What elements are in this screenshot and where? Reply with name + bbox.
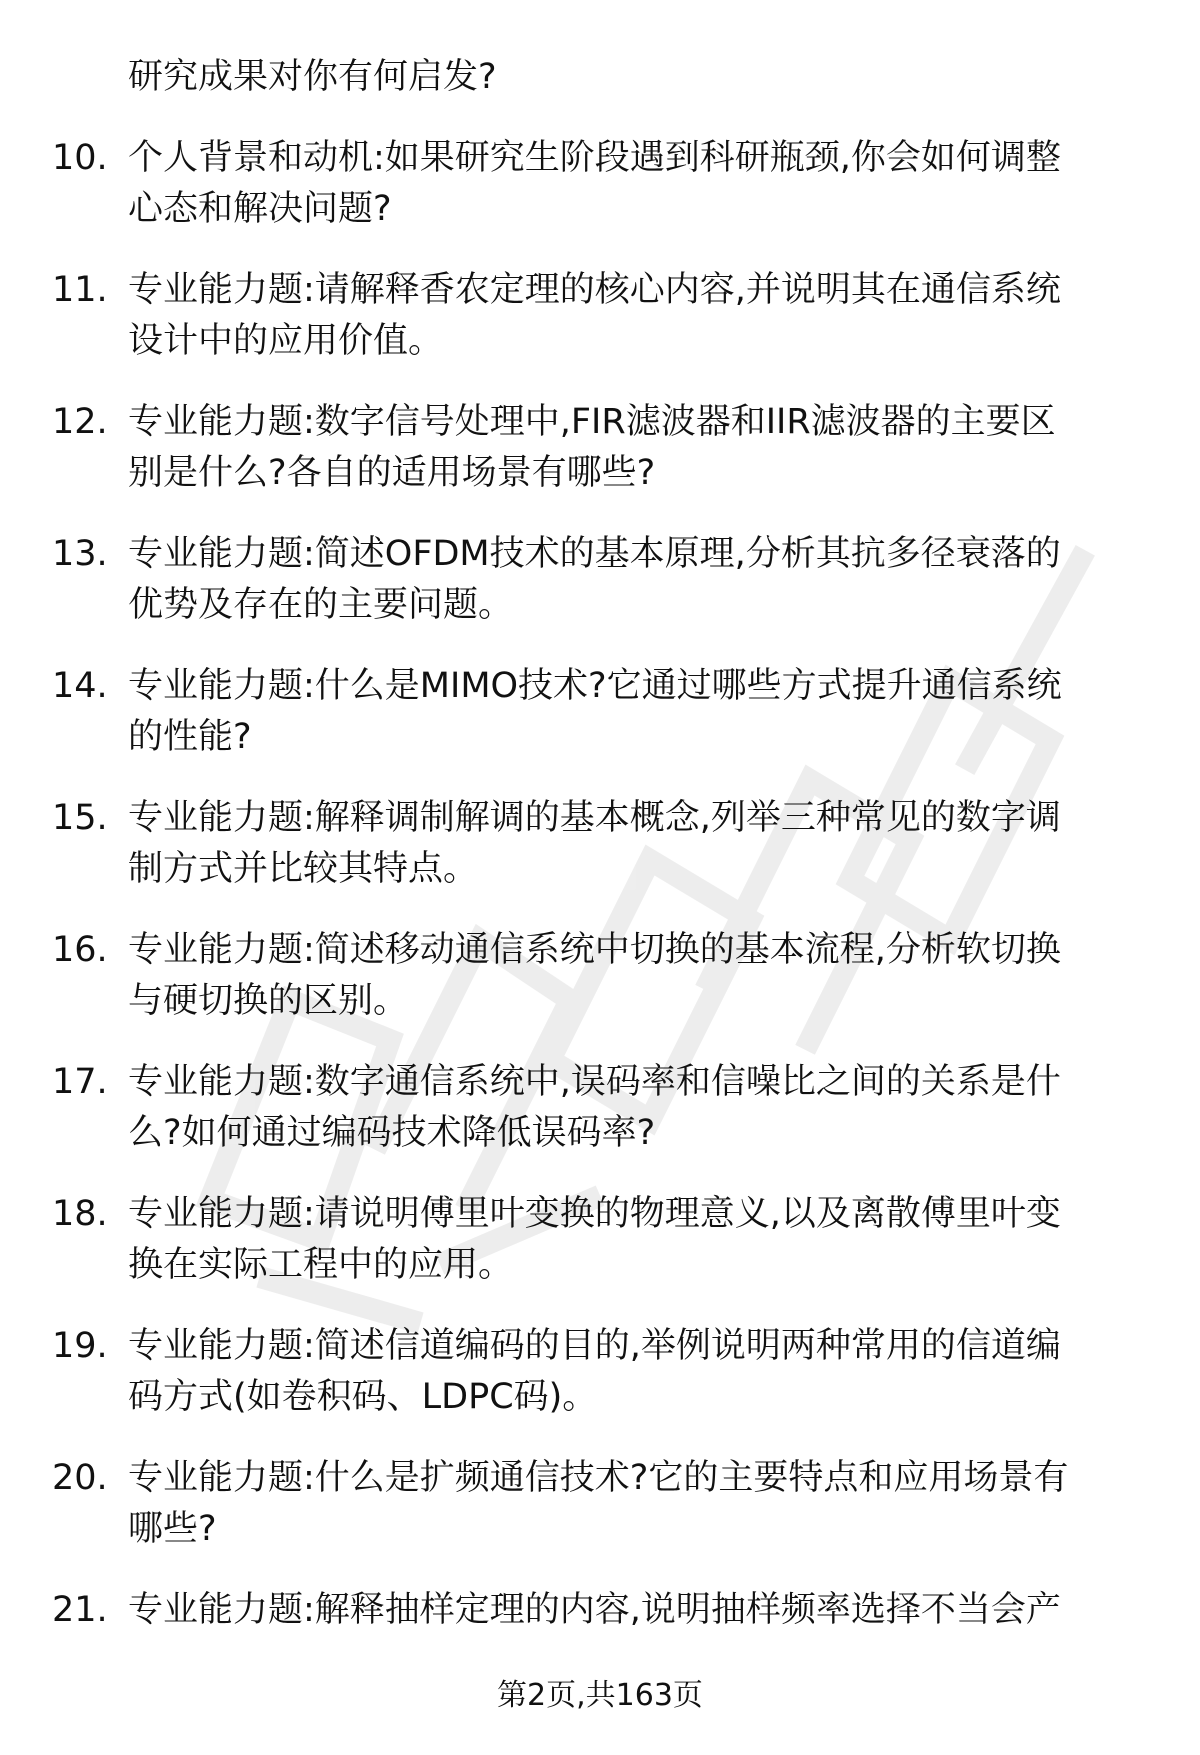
question-line: 专业能力题:请解释香农定理的核心内容,并说明其在通信系统	[128, 270, 1061, 310]
question-text	[128, 925, 1148, 1027]
question-text	[128, 529, 1148, 631]
question-line: 专业能力题:简述移动通信系统中切换的基本流程,分析软切换	[128, 930, 1061, 970]
question-item	[0, 661, 1200, 763]
question-number: 14.	[52, 666, 108, 706]
question-line: 专业能力题:什么是扩频通信技术?它的主要特点和应用场景有	[128, 1458, 1069, 1498]
question-line: 与硬切换的区别。	[128, 981, 409, 1021]
question-line: 换在实际工程中的应用。	[128, 1245, 514, 1285]
question-item	[0, 397, 1200, 499]
question-line: 个人背景和动机:如果研究生阶段遇到科研瓶颈,你会如何调整	[128, 138, 1061, 178]
question-line: 的性能?	[128, 717, 252, 757]
question-text	[128, 1585, 1148, 1636]
question-line: 优势及存在的主要问题。	[128, 585, 514, 625]
question-line: 专业能力题:请说明傅里叶变换的物理意义,以及离散傅里叶变	[128, 1194, 1061, 1234]
question-text	[128, 1057, 1148, 1159]
question-line: 专业能力题:简述OFDM技术的基本原理,分析其抗多径衰落的	[128, 534, 1061, 574]
page-footer: 第2页,共163页	[497, 1678, 703, 1713]
question-item	[0, 925, 1200, 1027]
question-line: 设计中的应用价值。	[128, 321, 444, 361]
question-number: 12.	[52, 402, 108, 442]
question-line: 心态和解决问题?	[128, 189, 392, 229]
question-number: 13.	[52, 534, 108, 574]
question-number: 19.	[52, 1326, 108, 1366]
question-line: 别是什么?各自的适用场景有哪些?	[128, 453, 656, 493]
question-line: 么?如何通过编码技术降低误码率?	[128, 1113, 656, 1153]
question-text	[128, 397, 1148, 499]
question-number: 16.	[52, 930, 108, 970]
question-number: 21.	[52, 1590, 108, 1630]
continuation-line: 研究成果对你有何启发?	[128, 57, 497, 97]
question-line: 专业能力题:解释抽样定理的内容,说明抽样频率选择不当会产	[128, 1590, 1061, 1630]
question-item	[0, 529, 1200, 631]
question-item	[0, 265, 1200, 367]
question-list	[0, 52, 1200, 1636]
question-line: 哪些?	[128, 1509, 217, 1549]
question-number: 17.	[52, 1062, 108, 1102]
question-line: 码方式(如卷积码、LDPC码)。	[128, 1377, 598, 1417]
question-number: 18.	[52, 1194, 108, 1234]
question-number: 20.	[52, 1458, 108, 1498]
question-text	[128, 793, 1148, 895]
question-line: 专业能力题:解释调制解调的基本概念,列举三种常见的数字调	[128, 798, 1061, 838]
question-item	[0, 1453, 1200, 1555]
question-item	[0, 133, 1200, 235]
question-text	[128, 661, 1148, 763]
question-line: 专业能力题:什么是MIMO技术?它通过哪些方式提升通信系统	[128, 666, 1062, 706]
question-number: 11.	[52, 270, 108, 310]
question-text	[128, 265, 1148, 367]
question-text	[128, 133, 1148, 235]
question-line: 专业能力题:数字信号处理中,FIR滤波器和IIR滤波器的主要区	[128, 402, 1056, 442]
question-text	[128, 1321, 1148, 1423]
question-item	[0, 1057, 1200, 1159]
question-item	[0, 793, 1200, 895]
question-line: 专业能力题:数字通信系统中,误码率和信噪比之间的关系是什	[128, 1062, 1061, 1102]
question-text	[128, 1189, 1148, 1291]
question-text	[128, 1453, 1148, 1555]
question-line: 专业能力题:简述信道编码的目的,举例说明两种常用的信道编	[128, 1326, 1061, 1366]
question-item	[0, 1189, 1200, 1291]
question-line: 制方式并比较其特点。	[128, 849, 479, 889]
question-number: 15.	[52, 798, 108, 838]
question-number: 10.	[52, 138, 108, 178]
question-item	[0, 1321, 1200, 1423]
question-item	[0, 1585, 1200, 1636]
